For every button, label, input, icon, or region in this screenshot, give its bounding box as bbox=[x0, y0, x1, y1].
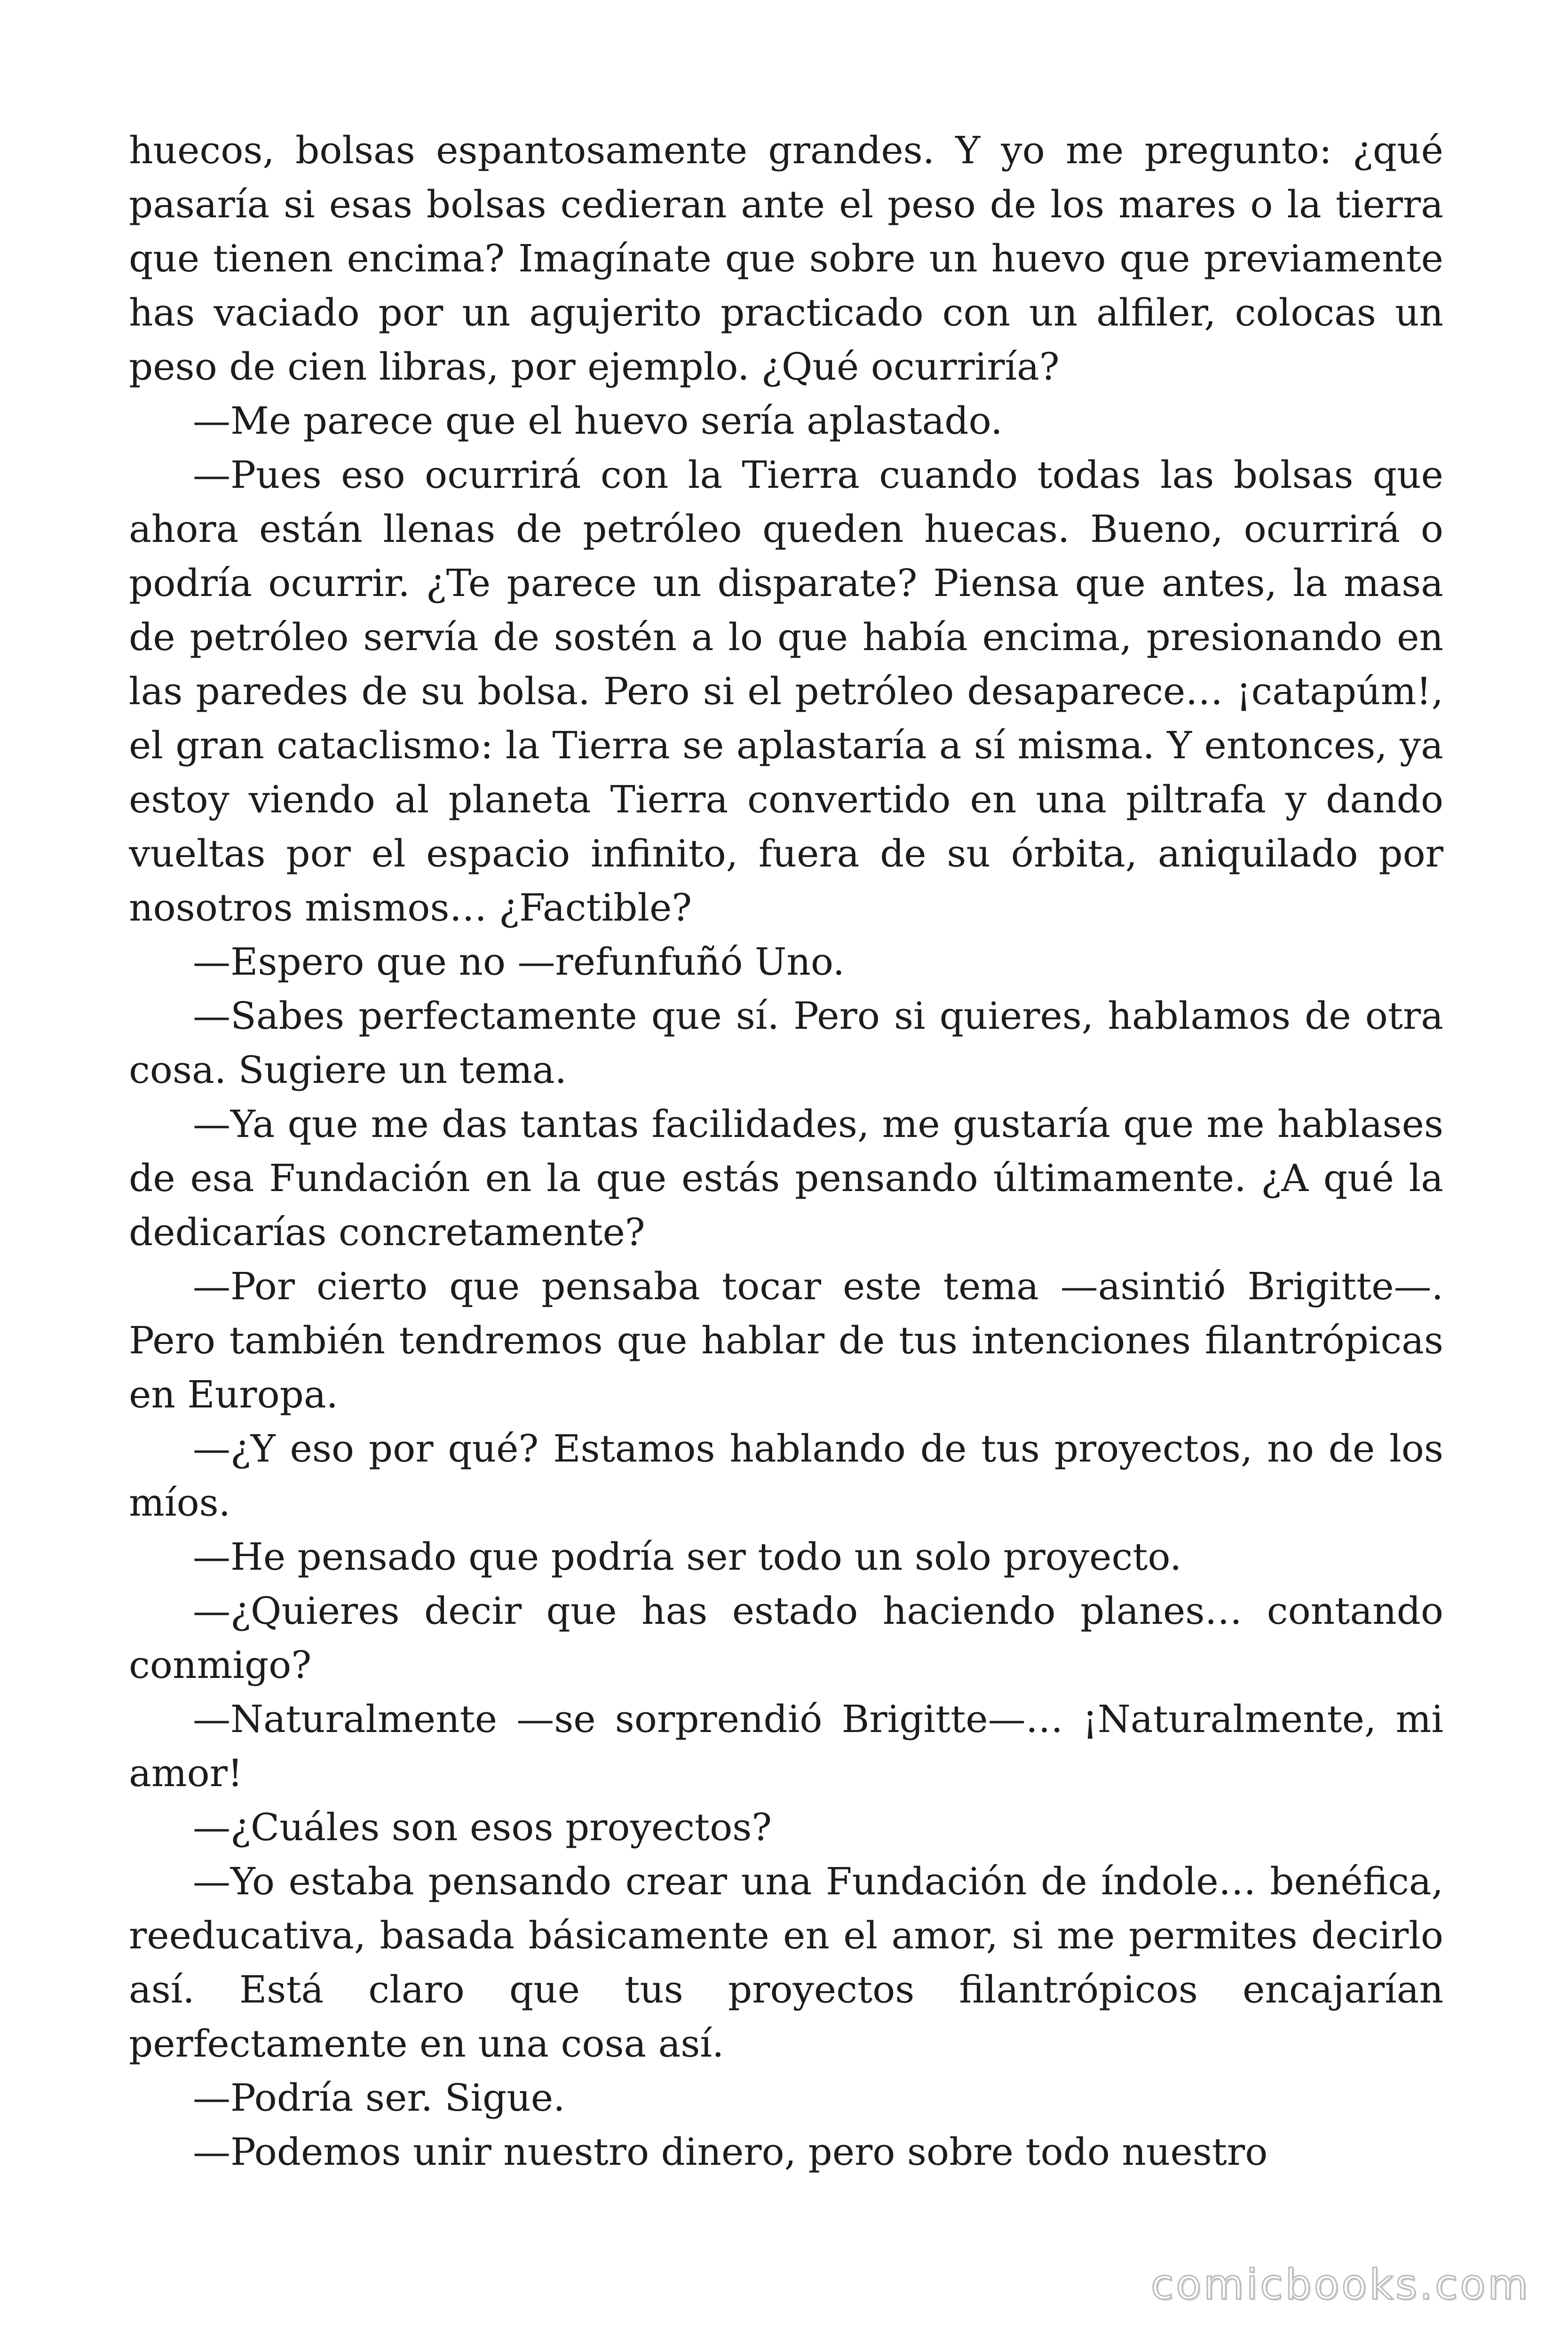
watermark: comicbooks.com bbox=[1150, 2260, 1530, 2309]
paragraph: —Naturalmente —se sorprendió Brigitte—… ¡Naturalmente, mi amor! bbox=[129, 1697, 1443, 1795]
paragraph: —¿Y eso por qué? Estamos hablando de tus proyectos, no de los míos. bbox=[129, 1427, 1443, 1525]
paragraph: —Yo estaba pensando crear una Fundación de índole… benéfica, reeducativa, basada básicamente en el amor, si me permites decirlo así. Está claro que tus proyectos filantrópicos encajarían perfectamente en una cosa así. bbox=[129, 1859, 1443, 2066]
body-text bbox=[129, 123, 1443, 2231]
paragraph: —Pues eso ocurrirá con la Tierra cuando todas las bolsas que ahora están llenas de petróleo queden huecas. Bueno, ocurrirá o podría ocurrir. ¿Te parece un disparate? Piensa que antes, la masa de petróleo servía de sostén a lo que había encima, presionando en las paredes de su bolsa. Pero si el petróleo desaparece… ¡catapúm!, el gran cataclismo: la Tierra se aplastaría a sí misma. Y entonces, ya estoy viendo al planeta Tierra convertido en una piltrafa y dando vueltas por el espacio infinito, fuera de su órbita, aniquilado por nosotros mismos… ¿Factible? bbox=[129, 453, 1443, 930]
paragraph: —Ya que me das tantas facilidades, me gustaría que me hablases de esa Fundación en la que estás pensando últimamente. ¿A qué la dedicarías concretamente? bbox=[129, 1102, 1443, 1254]
paragraph: —Por cierto que pensaba tocar este tema —asintió Brigitte—. Pero también tendremos que hablar de tus intenciones filantrópicas en Europa. bbox=[129, 1264, 1443, 1416]
paragraph: —¿Quieres decir que has estado haciendo planes… contando conmigo? bbox=[129, 1589, 1443, 1687]
paragraph: —¿Cuáles son esos proyectos? bbox=[193, 1805, 772, 1849]
paragraph: —Espero que no —refunfuñó Uno. bbox=[193, 940, 845, 984]
paragraph: —He pensado que podría ser todo un solo proyecto. bbox=[193, 1535, 1182, 1579]
paragraph: huecos, bolsas espantosamente grandes. Y yo me pregunto: ¿qué pasaría si esas bolsas cedieran ante el peso de los mares o la tierra que tienen encima? Imagínate que sobre un huevo que previamente has vaciado por un agujerito practicado con un alfiler, colocas un peso de cien libras, por ejemplo. ¿Qué ocurriría? bbox=[129, 128, 1443, 389]
paragraph: —Podría ser. Sigue. bbox=[193, 2076, 565, 2120]
paragraph: —Podemos unir nuestro dinero, pero sobre todo nuestro bbox=[193, 2130, 1268, 2174]
paragraph: —Sabes perfectamente que sí. Pero si quieres, hablamos de otra cosa. Sugiere un tema. bbox=[129, 994, 1443, 1092]
paragraph: —Me parece que el huevo sería aplastado. bbox=[193, 399, 1003, 443]
